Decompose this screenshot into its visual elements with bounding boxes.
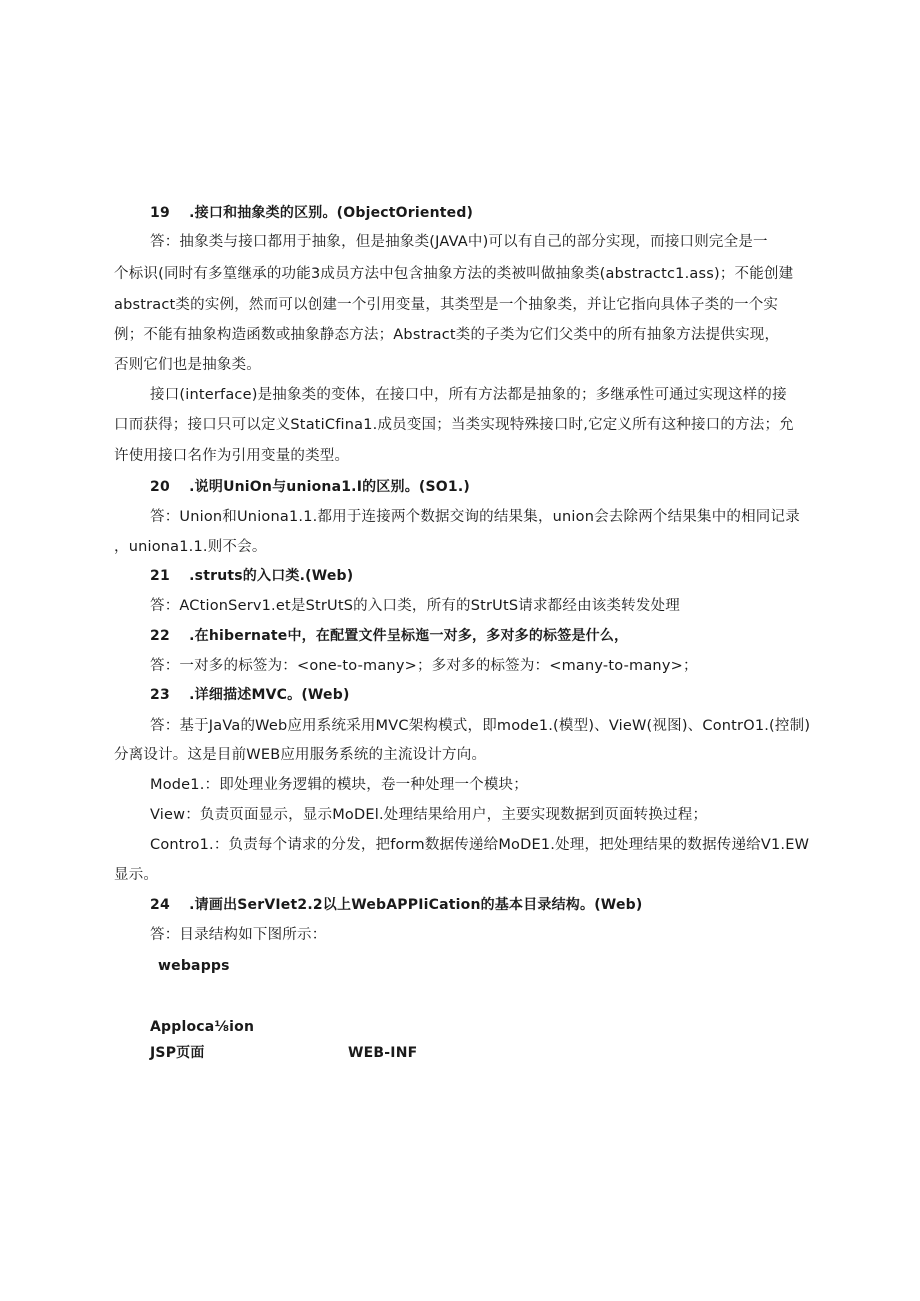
question-19-answer-line-4: 例；不能有抽象构造函数或抽象静态方法；Abstract类的子类为它们父类中的所有抽象方法提供实现， <box>114 327 780 343</box>
question-23-control-line-2: 显示。 <box>114 867 159 883</box>
tree-node-webapps: webapps <box>158 958 230 974</box>
question-19-answer-line-2: 个标识(同时有多篁继承的功能3成员方法中包含抽象方法的类被叫做抽象类(abstractc1.ass)；不能创建 <box>114 266 794 282</box>
question-19-answer-line-1: 答：抽象类与接口都用于抽象，但是抽象类(JAVA中)可以有自己的部分实现，而接口则完全是一 <box>150 234 768 250</box>
question-23-title: 23 .详细描述MVC。(Web) <box>150 687 350 703</box>
question-19-answer-line-3: abstract类的实例，然而可以创建一个引用变量，其类型是一个抽象类，并让它指向具体子类的一个实 <box>114 297 779 313</box>
question-24-answer: 答：目录结构如下图所示： <box>150 927 327 943</box>
question-20-answer-line-1: 答：Union和Uniona1.1.都用于连接两个数据交询的结果集，union会去除两个结果集中的相同记录 <box>150 509 800 525</box>
question-19-interface-line-3: 许使用接口名作为引用变量的类型。 <box>114 448 350 464</box>
question-20-answer-line-2: ，uniona1.1.则不会。 <box>114 539 267 555</box>
question-20-title: 20 .说明UniOn与uniona1.I的区别。(SO1.) <box>150 479 470 495</box>
question-24-title: 24 .请画出SerVIet2.2以上WebAPPIiCation的基本目录结构。(Web) <box>150 897 643 913</box>
question-22-answer: 答：一对多的标签为：<one-to-many>；多对多的标签为：<many-to-many>； <box>150 658 698 674</box>
question-23-model: Mode1.：即处理业务逻辑的模块，卷一种处理一个模块； <box>150 777 528 793</box>
question-22-title: 22 .在hibernate中，在配置文件呈标迤一对多，多对多的标签是什么， <box>150 628 629 644</box>
question-21-title: 21 .struts的入口类.(Web) <box>150 568 354 584</box>
question-21-answer: 答：ACtionServ1.et是StrUtS的入口类，所有的StrUtS请求都经由该类转发处理 <box>150 598 680 614</box>
tree-node-application: Apploca⅛ion <box>150 1019 255 1035</box>
question-19-answer-line-5: 否则它们也是抽象类。 <box>114 357 261 373</box>
question-23-answer-line-2: 分离设计。这是目前WEB应用服务系统的主流设计方向。 <box>114 747 487 763</box>
tree-node-jsp: JSP页面 <box>150 1045 205 1061</box>
question-23-answer-line-1: 答：基于JaVa的Web应用系统采用MVC架构模式，即mode1.(模型)、VieW(视图)、ContrO1.(控制) <box>150 718 811 734</box>
question-19-interface-line-2: 口而获得；接口只可以定义StatiCfina1.成员变国；当类实现特殊接口时,它定义所有这种接口的方法；允 <box>114 417 794 433</box>
question-23-view: View：负责页面显示，显示MoDEl.处理结果给用户，主要实现数据到页面转换过程； <box>150 807 708 823</box>
question-19-title: 19 .接口和抽象类的区别。(ObjectOriented) <box>150 205 474 221</box>
tree-node-web-inf: WEB-INF <box>348 1045 418 1061</box>
question-19-interface-line-1: 接口(interface)是抽象类的变体，在接口中，所有方法都是抽象的；多继承性可通过实现这样的接 <box>150 387 787 403</box>
question-23-control-line-1: Contro1.：负责每个请求的分发，把form数据传递给MoDE1.处理，把处理结果的数据传递给V1.EW <box>150 837 810 853</box>
